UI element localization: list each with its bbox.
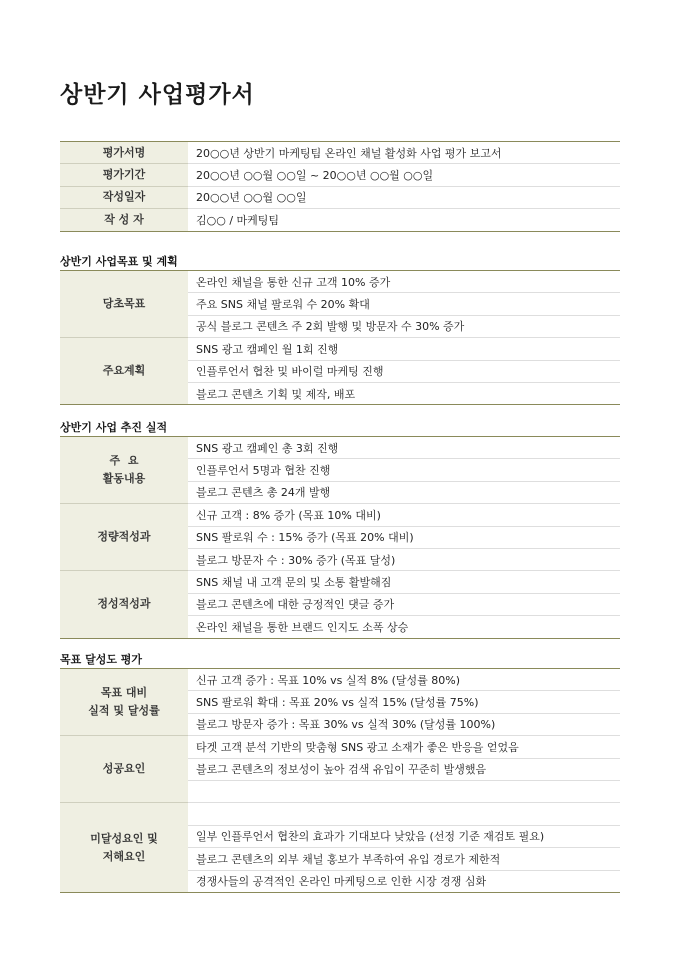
row-value: 신규 고객 증가 : 목표 10% vs 실적 8% (달성률 80%)	[188, 669, 620, 691]
section-title: 상반기 사업목표 및 계획	[60, 255, 178, 268]
table-row	[60, 803, 620, 825]
row-label-line: 활동내용	[102, 472, 146, 486]
row-value: SNS 채널 내 고객 문의 및 소통 활발해짐	[188, 571, 620, 593]
row-value: 온라인 채널을 통한 브랜드 인지도 소폭 상승	[188, 616, 620, 638]
row-label	[60, 803, 188, 893]
row-value: 일부 인플루언서 협찬의 효과가 기대보다 낮았음 (선정 기준 재검토 필요)	[188, 825, 620, 847]
table-row	[60, 669, 620, 691]
row-label-line: 실적 및 달성률	[88, 704, 160, 718]
table-row	[60, 186, 620, 208]
evaluation-table	[60, 668, 620, 893]
row-value: 20○○년 상반기 마케팅팀 온라인 채널 활성화 사업 평가 보고서	[188, 142, 620, 164]
row-value: 인플루언서 협찬 및 바이럴 마케팅 진행	[188, 360, 620, 382]
row-value: SNS 팔로워 수 : 15% 증가 (목표 20% 대비)	[188, 526, 620, 548]
row-label: 평가서명	[60, 142, 188, 164]
row-label-line: 주 요	[109, 454, 139, 468]
row-value: 공식 블로그 콘텐츠 주 2회 발행 및 방문자 수 30% 증가	[188, 315, 620, 337]
row-label: 주요계획	[60, 338, 188, 405]
table-row	[60, 338, 620, 360]
row-value: SNS 광고 캠페인 총 3회 진행	[188, 437, 620, 459]
row-value: 온라인 채널을 통한 신규 고객 10% 증가	[188, 271, 620, 293]
row-value: 블로그 방문자 증가 : 목표 30% vs 실적 30% (달성률 100%)	[188, 713, 620, 735]
row-label	[60, 669, 188, 736]
section-title: 목표 달성도 평가	[60, 653, 143, 666]
row-value: 김○○ / 마케팅팀	[188, 209, 620, 231]
row-value: 타겟 고객 분석 기반의 맞춤형 SNS 광고 소재가 좋은 반응을 얻었음	[188, 736, 620, 758]
row-value: SNS 광고 캠페인 월 1회 진행	[188, 338, 620, 360]
row-label-line: 목표 대비	[100, 686, 148, 700]
row-value: 블로그 콘텐츠에 대한 긍정적인 댓글 증가	[188, 593, 620, 615]
row-value: 경쟁사들의 공격적인 온라인 마케팅으로 인한 시장 경쟁 심화	[188, 870, 620, 892]
row-label: 작 성 자	[60, 209, 188, 231]
row-label: 작성일자	[60, 186, 188, 208]
table-row	[60, 736, 620, 758]
row-label: 성공요인	[60, 736, 188, 803]
row-label-line: 저해요인	[102, 849, 146, 863]
row-value	[188, 803, 620, 825]
row-value: SNS 팔로워 확대 : 목표 20% vs 실적 15% (달성률 75%)	[188, 691, 620, 713]
row-value	[188, 780, 620, 802]
row-label	[60, 437, 188, 504]
row-value: 인플루언서 5명과 협찬 진행	[188, 459, 620, 481]
page-title: 상반기 사업평가서	[60, 82, 255, 108]
row-value: 주요 SNS 채널 팔로워 수 20% 확대	[188, 293, 620, 315]
table-row	[60, 164, 620, 186]
row-label: 정량적성과	[60, 504, 188, 571]
section-title: 상반기 사업 추진 실적	[60, 421, 168, 434]
row-label: 정성적성과	[60, 571, 188, 638]
row-value: 블로그 콘텐츠의 외부 채널 홍보가 부족하여 유입 경로가 제한적	[188, 848, 620, 870]
table-row	[60, 437, 620, 459]
row-value: 20○○년 ○○월 ○○일 ~ 20○○년 ○○월 ○○일	[188, 164, 620, 186]
performance-table	[60, 436, 620, 639]
row-value: 블로그 콘텐츠의 정보성이 높아 검색 유입이 꾸준히 발생했음	[188, 758, 620, 780]
row-value: 블로그 콘텐츠 기획 및 제작, 배포	[188, 382, 620, 404]
table-row	[60, 571, 620, 593]
meta-table	[60, 141, 620, 232]
table-row	[60, 271, 620, 293]
goals-table	[60, 270, 620, 405]
row-label: 평가기간	[60, 164, 188, 186]
row-value: 블로그 방문자 수 : 30% 증가 (목표 달성)	[188, 548, 620, 570]
row-label-line: 미달성요인 및	[90, 831, 158, 845]
row-value: 블로그 콘텐츠 총 24개 발행	[188, 481, 620, 503]
row-value: 신규 고객 : 8% 증가 (목표 10% 대비)	[188, 504, 620, 526]
table-row	[60, 504, 620, 526]
table-row	[60, 209, 620, 231]
row-label: 당초목표	[60, 271, 188, 338]
row-value: 20○○년 ○○월 ○○일	[188, 186, 620, 208]
table-row	[60, 142, 620, 164]
